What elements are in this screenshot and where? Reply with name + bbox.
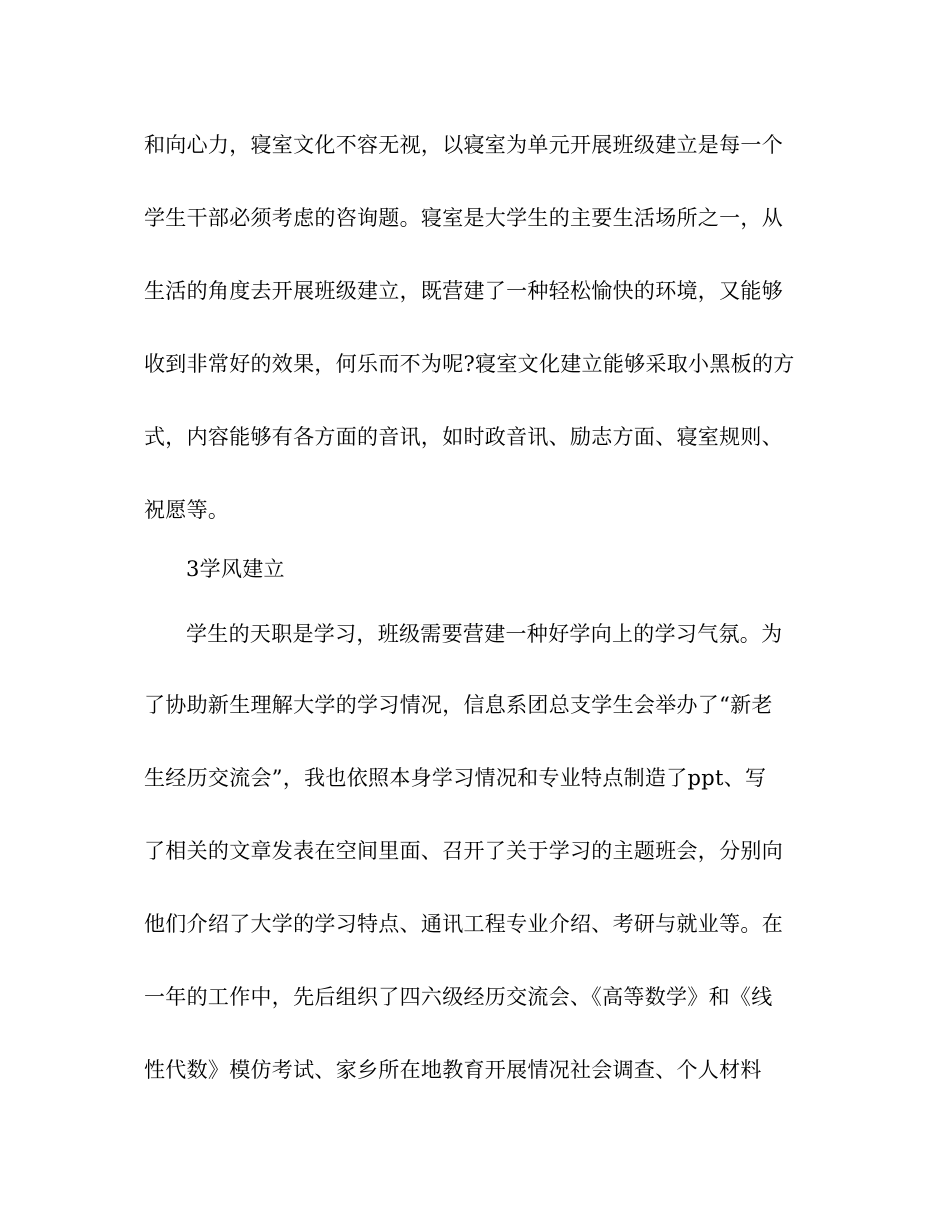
paragraph-line: 收到非常好的效果，何乐而不为呢?寝室文化建立能够采取小黑板的方 — [144, 352, 795, 376]
section-heading: 3学风建立 — [186, 557, 285, 581]
paragraph-line: 学生干部必须考虑的咨询题。寝室是大学生的主要生活场所之一，从 — [144, 206, 783, 230]
paragraph-line: 他们介绍了大学的学习特点、通讯工程专业介绍、考研与就业等。在 — [144, 912, 783, 936]
paragraph-line: 一年的工作中，先后组织了四六级经历交流会、《高等数学》和《线 — [144, 985, 773, 1009]
paragraph-line: 了协助新生理解大学的学习情况，信息系团总支学生会举办了“新老 — [144, 693, 773, 717]
paragraph-line: 生经历交流会”，我也依照本身学习情况和专业特点制造了ppt、写 — [144, 766, 767, 790]
paragraph-line: 祝愿等。 — [144, 498, 230, 522]
paragraph-line: 了相关的文章发表在空间里面、召开了关于学习的主题班会，分别向 — [144, 839, 783, 863]
paragraph-line: 性代数》模仿考试、家乡所在地教育开展情况社会调查、个人材料 — [144, 1058, 762, 1082]
paragraph-line: 生活的角度去开展班级建立，既营建了一种轻松愉快的环境，又能够 — [144, 279, 783, 303]
paragraph-line: 学生的天职是学习，班级需要营建一种好学向上的学习气氛。为 — [186, 622, 783, 646]
paragraph-line: 式，内容能够有各方面的音讯，如时政音讯、励志方面、寝室规则、 — [144, 425, 783, 449]
paragraph-line: 和向心力，寝室文化不容无视，以寝室为单元开展班级建立是每一个 — [144, 133, 783, 157]
